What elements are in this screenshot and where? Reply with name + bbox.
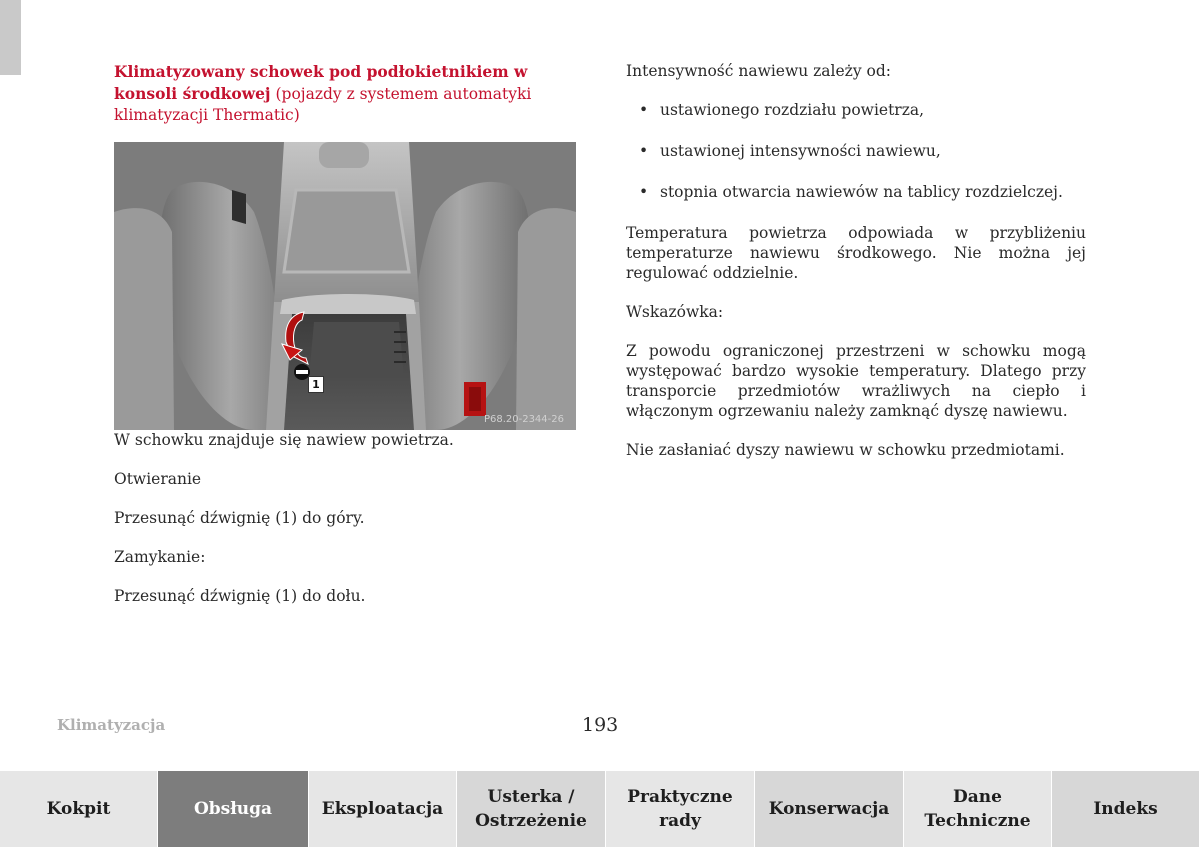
list-item: • stopnia otwarcia nawiewów na tablicy rozdzielczej. — [626, 182, 1086, 202]
list-item: • ustawionego rozdziału powietrza, — [626, 100, 1086, 120]
note-paragraph: Z powodu ograniczonej przestrzeni w schowku mogą występować bardzo wysokie temperatury. Dlatego przy transporcie przedmiotów wrażliwych na ciepło i włączonym ogrzewaniu należy zamknąć dyszę nawiewu. — [626, 342, 1086, 420]
temperature-paragraph: Temperatura powietrza odpowiada w przybliżeniu temperaturze nawiewu środkowego. Nie można jej regulować oddzielnie. — [626, 224, 1086, 282]
tab-indeks[interactable]: Indeks — [1052, 771, 1200, 847]
chapter-tabs — [0, 771, 1200, 847]
tab-obsluga[interactable]: Obsługa — [158, 771, 309, 847]
callout-1-label: 1 — [308, 376, 324, 393]
note-label: Wskazówka: — [626, 303, 724, 321]
right-column — [626, 61, 1086, 479]
tab-konserwacja[interactable]: Konserwacja — [755, 771, 904, 847]
console-illustration — [114, 142, 576, 430]
figure-code: P68.20-2344-26 — [483, 414, 564, 425]
label-closing: Zamykanie: — [114, 548, 206, 566]
instruction-close: Przesunąć dźwignię (1) do dołu. — [114, 587, 366, 605]
heading-bold: Klimatyzowany schowek pod podłokietnikiem w konsoli środkowej — [114, 62, 528, 103]
warning-paragraph: Nie zasłaniać dyszy nawiewu w schowku przedmiotami. — [626, 441, 1065, 459]
tab-dane-techniczne[interactable]: Dane Techniczne — [904, 771, 1052, 847]
label-opening: Otwieranie — [114, 470, 202, 488]
console-photo — [114, 142, 576, 430]
heading-normal: (pojazdy z systemem automatyki klimatyzacji Thermatic) — [114, 85, 532, 124]
section-heading — [114, 61, 576, 126]
page-number: 193 — [582, 714, 619, 736]
intensity-intro: Intensywność nawiewu zależy od: — [626, 62, 892, 80]
left-column — [114, 61, 576, 625]
list-item: • ustawionej intensywności nawiewu, — [626, 141, 1086, 161]
tab-eksploatacja[interactable]: Eksploatacja — [309, 771, 457, 847]
tab-usterka-ostrzezenie[interactable]: Usterka / Ostrzeżenie — [457, 771, 606, 847]
instruction-open: Przesunąć dźwignię (1) do góry. — [114, 509, 365, 527]
tab-kokpit[interactable]: Kokpit — [0, 771, 158, 847]
tab-praktyczne-rady[interactable]: Praktyczne rady — [606, 771, 755, 847]
intensity-factors-list — [626, 100, 1086, 202]
footer-section-name: Klimatyzacja — [57, 716, 166, 734]
paragraph-vent-info: W schowku znajduje się nawiew powietrza. — [114, 431, 454, 449]
page-corner-marker — [0, 0, 21, 75]
